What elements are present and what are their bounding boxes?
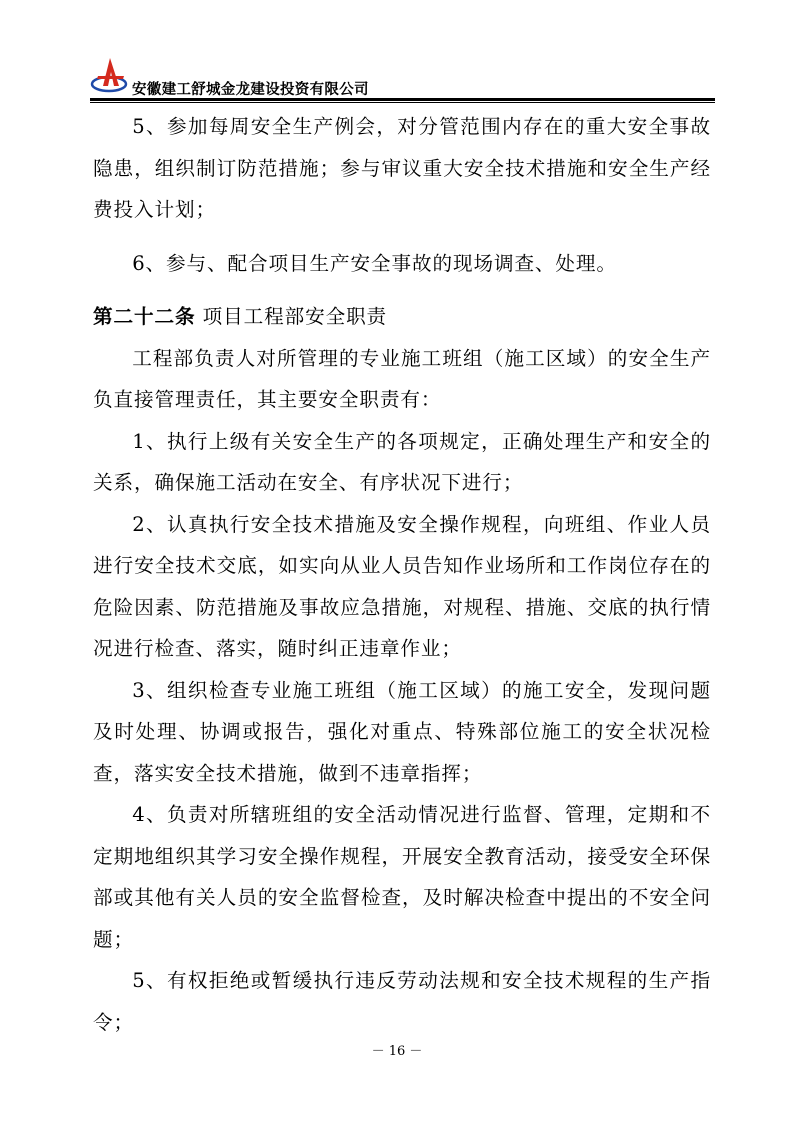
paragraph-item-1: 1、执行上级有关安全生产的各项规定，正确处理生产和安全的关系，确保施工活动在安全、有序状况下进行；	[93, 429, 711, 494]
paragraph-item-2: 2、认真执行安全技术措施及安全操作规程，向班组、作业人员进行安全技术交底，如实向从业人员告知作业场所和工作岗位存在的危险因素、防范措施及事故应急措施，对规程、措施、交底的执行情况进行检查、落实，随时纠正违章作业；	[93, 512, 711, 660]
page-number: － 16 －	[371, 1044, 423, 1059]
paragraph-item-5-top: 5、参加每周安全生产例会，对分管范围内存在的重大安全事故隐患，组织制订防范措施；参与审议重大安全技术措施和安全生产经费投入计划；	[93, 115, 711, 221]
company-name: 安徽建工舒城金龙建设投资有限公司	[132, 82, 369, 98]
header-rule-thick	[90, 98, 715, 101]
article-title: 项目工程部安全职责	[202, 305, 388, 328]
article-heading	[93, 296, 711, 338]
article-number: 第二十二条	[93, 305, 196, 328]
document-body	[93, 106, 711, 1043]
paragraph-item-3: 3、组织检查专业施工班组（施工区域）的施工安全，发现问题及时处理、协调或报告，强化对重点、特殊部位施工的安全状况检查，落实安全技术措施，做到不违章指挥；	[93, 678, 711, 785]
paragraph-item-5: 5、有权拒绝或暂缓执行违反劳动法规和安全技术规程的生产指令；	[93, 969, 711, 1034]
paragraph-item-6-top: 6、参与、配合项目生产安全事故的现场调查、处理。	[132, 251, 617, 275]
page-header	[90, 56, 715, 100]
paragraph-item-4: 4、负责对所辖班组的安全活动情况进行监督、管理，定期和不定期地组织其学习安全操作规程，开展安全教育活动，接受安全环保部或其他有关人员的安全监督检查，及时解决检查中提出的不安全问题；	[93, 803, 711, 951]
paragraph-intro: 工程部负责人对所管理的专业施工班组（施工区域）的安全生产负直接管理责任，其主要安全职责有：	[93, 346, 711, 411]
company-logo-icon	[90, 56, 134, 96]
header-rule-thin	[90, 102, 715, 103]
